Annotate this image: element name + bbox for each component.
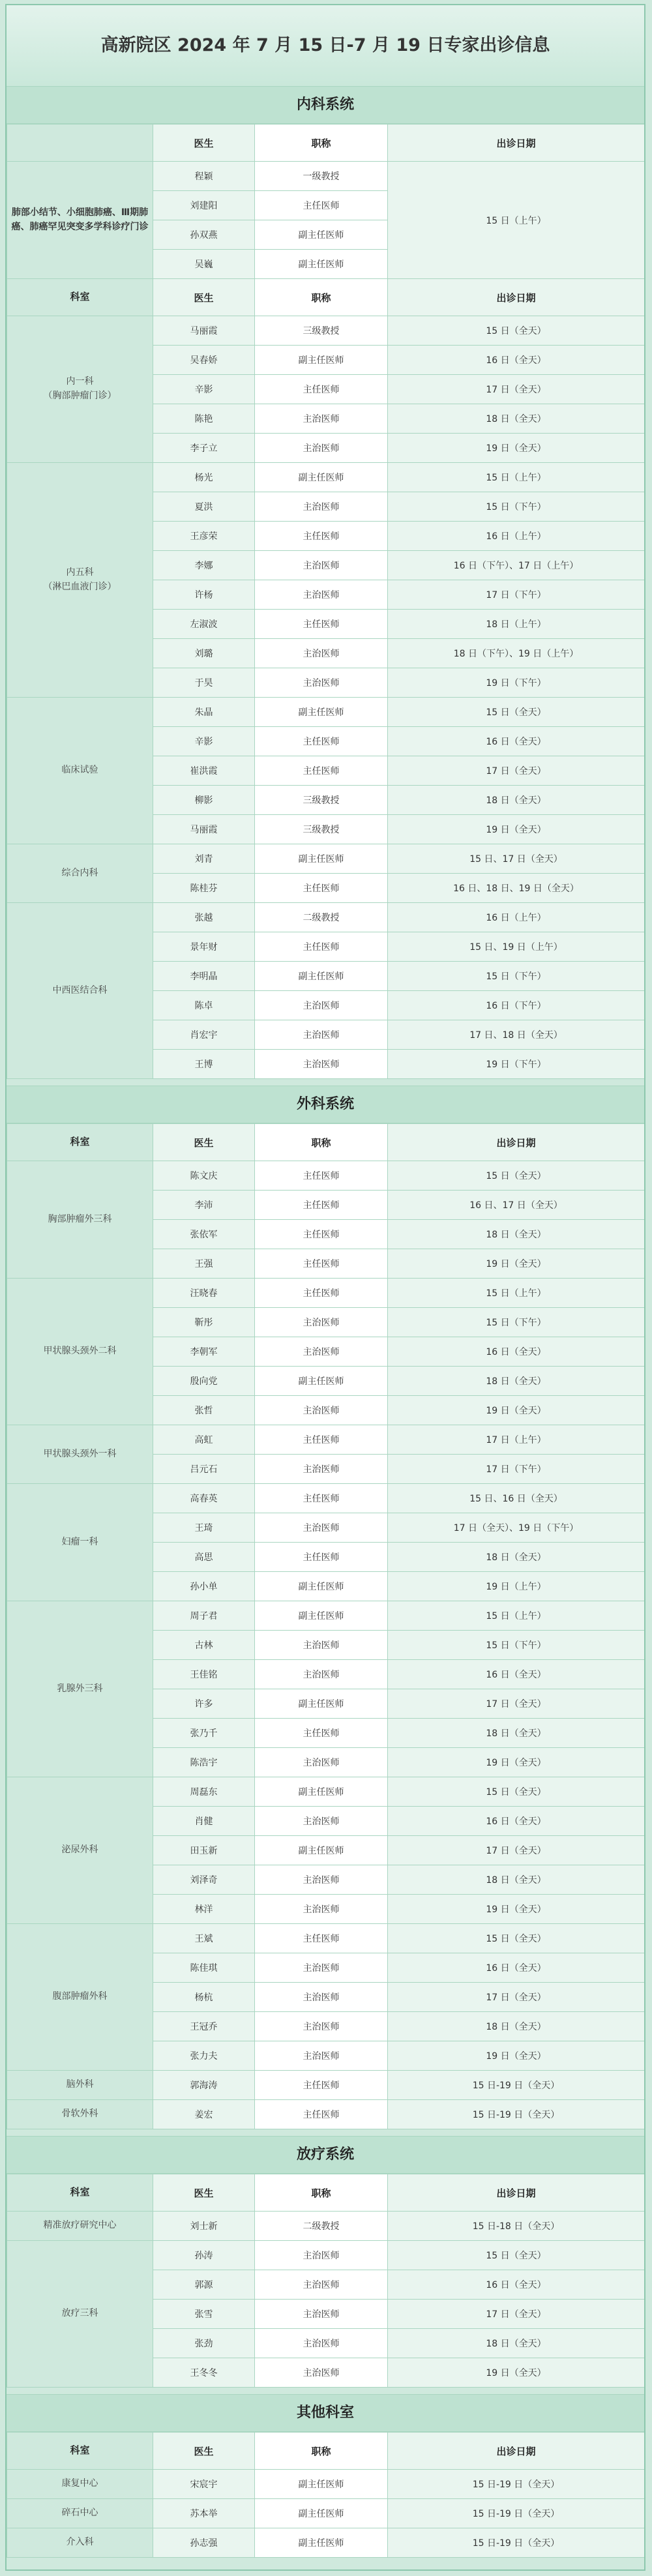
doctor-cell: 肖宏宇 xyxy=(153,1020,255,1050)
date-cell: 19 日（全天） xyxy=(388,1895,645,1924)
title-cell: 副主任医师 xyxy=(255,2470,388,2499)
department-cell: 甲状腺头颈外二科 xyxy=(7,1279,153,1425)
doctor-cell: 刘青 xyxy=(153,844,255,874)
title-cell: 三级教授 xyxy=(255,316,388,346)
title-cell: 主治医师 xyxy=(255,1308,388,1337)
doctor-cell: 陈文庆 xyxy=(153,1161,255,1191)
title-cell: 副主任医师 xyxy=(255,962,388,991)
title-cell: 副主任医师 xyxy=(255,698,388,727)
doctor-cell: 陈卓 xyxy=(153,991,255,1020)
doctor-cell: 刘士新 xyxy=(153,2212,255,2241)
doctor-cell: 张越 xyxy=(153,903,255,932)
department-cell: 内五科 （淋巴血液门诊） xyxy=(7,463,153,698)
date-cell: 15 日（全天） xyxy=(388,1161,645,1191)
doctor-cell: 刘建阳 xyxy=(153,191,255,220)
date-cell: 17 日（全天） xyxy=(388,2300,645,2329)
date-cell: 16 日（全天） xyxy=(388,1337,645,1367)
title-cell: 主治医师 xyxy=(255,991,388,1020)
header-date: 出诊日期 xyxy=(388,2174,645,2212)
doctor-cell: 靳彤 xyxy=(153,1308,255,1337)
title-cell: 主治医师 xyxy=(255,2329,388,2358)
date-cell: 19 日（全天） xyxy=(388,1748,645,1777)
date-cell: 17 日（全天） xyxy=(388,375,645,404)
title-cell: 主任医师 xyxy=(255,932,388,962)
department-cell: 放疗三科 xyxy=(7,2241,153,2388)
doctor-cell: 张乃千 xyxy=(153,1719,255,1748)
doctor-cell: 程颖 xyxy=(153,162,255,191)
title-cell: 主任医师 xyxy=(255,522,388,551)
title-cell: 主任医师 xyxy=(255,1543,388,1572)
doctor-cell: 柳影 xyxy=(153,786,255,815)
doctor-cell: 王强 xyxy=(153,1249,255,1279)
doctor-cell: 吴巍 xyxy=(153,250,255,279)
doctor-cell: 李明晶 xyxy=(153,962,255,991)
header-dept: 科室 xyxy=(7,2174,153,2212)
table-row xyxy=(7,2499,645,2528)
doctor-cell: 张依军 xyxy=(153,1220,255,1249)
doctor-cell: 马丽霞 xyxy=(153,316,255,346)
doctor-cell: 许杨 xyxy=(153,580,255,610)
doctor-cell: 刘璐 xyxy=(153,639,255,668)
title-cell: 一级教授 xyxy=(255,162,388,191)
department-cell: 腹部肿瘤外科 xyxy=(7,1924,153,2071)
title-cell: 主治医师 xyxy=(255,668,388,698)
title-cell: 副主任医师 xyxy=(255,250,388,279)
title-cell: 副主任医师 xyxy=(255,2528,388,2558)
date-cell: 18 日（全天） xyxy=(388,404,645,434)
department-cell: 中西医结合科 xyxy=(7,903,153,1079)
title-cell: 主任医师 xyxy=(255,1161,388,1191)
title-cell: 三级教授 xyxy=(255,786,388,815)
date-cell: 15 日（全天） xyxy=(388,1924,645,1953)
date-cell: 16 日（上午） xyxy=(388,903,645,932)
doctor-cell: 高春英 xyxy=(153,1484,255,1513)
table-row xyxy=(7,1484,645,1513)
date-cell: 19 日（全天） xyxy=(388,1249,645,1279)
header-title: 职称 xyxy=(255,279,388,316)
doctor-cell: 孙双燕 xyxy=(153,220,255,250)
header-doctor: 医生 xyxy=(153,125,255,162)
date-cell: 19 日（全天） xyxy=(388,2041,645,2071)
date-cell: 19 日（全天） xyxy=(388,2358,645,2388)
doctor-cell: 周磊东 xyxy=(153,1777,255,1807)
department-cell: 甲状腺头颈外一科 xyxy=(7,1425,153,1484)
date-cell: 17 日、18 日（全天） xyxy=(388,1020,645,1050)
title-cell: 主任医师 xyxy=(255,2071,388,2100)
header-title: 职称 xyxy=(255,125,388,162)
title-cell: 主任医师 xyxy=(255,1249,388,1279)
header-date: 出诊日期 xyxy=(388,1124,645,1161)
doctor-cell: 于昊 xyxy=(153,668,255,698)
date-cell: 16 日（全天） xyxy=(388,1660,645,1689)
date-cell: 15 日、17 日（全天） xyxy=(388,844,645,874)
doctor-cell: 高思 xyxy=(153,1543,255,1572)
date-cell: 19 日（下午） xyxy=(388,1050,645,1079)
doctor-cell: 王佳铭 xyxy=(153,1660,255,1689)
table-row xyxy=(7,903,645,932)
doctor-cell: 陈佳琪 xyxy=(153,1953,255,1983)
title-cell: 副主任医师 xyxy=(255,1777,388,1807)
schedule-table xyxy=(7,1123,645,2129)
title-cell: 副主任医师 xyxy=(255,346,388,375)
schedule-table xyxy=(7,2174,645,2388)
title-cell: 主治医师 xyxy=(255,2241,388,2270)
title-cell: 二级教授 xyxy=(255,2212,388,2241)
title-cell: 主治医师 xyxy=(255,1396,388,1425)
date-cell: 15 日（全天） xyxy=(388,2241,645,2270)
title-cell: 副主任医师 xyxy=(255,463,388,492)
date-cell: 18 日（上午） xyxy=(388,610,645,639)
date-cell: 18 日（全天） xyxy=(388,786,645,815)
header-title: 职称 xyxy=(255,1124,388,1161)
date-cell: 15 日（上午） xyxy=(388,463,645,492)
date-cell: 19 日（全天） xyxy=(388,434,645,463)
table-row xyxy=(7,463,645,492)
section-header: 外科系统 xyxy=(7,1086,644,1123)
doctor-cell: 田玉新 xyxy=(153,1836,255,1865)
doctor-cell: 宋宸宇 xyxy=(153,2470,255,2499)
date-cell: 16 日（上午） xyxy=(388,522,645,551)
doctor-cell: 张劲 xyxy=(153,2329,255,2358)
doctor-cell: 苏本举 xyxy=(153,2499,255,2528)
title-cell: 主治医师 xyxy=(255,492,388,522)
doctor-cell: 王冬冬 xyxy=(153,2358,255,2388)
doctor-cell: 汪晓春 xyxy=(153,1279,255,1308)
table-row xyxy=(7,2212,645,2241)
date-cell: 15 日（下午） xyxy=(388,962,645,991)
department-cell: 泌尿外科 xyxy=(7,1777,153,1924)
header-date: 出诊日期 xyxy=(388,279,645,316)
title-cell: 主任医师 xyxy=(255,375,388,404)
header-dept xyxy=(7,125,153,162)
date-cell: 16 日（下午）、17 日（上午） xyxy=(388,551,645,580)
date-cell: 16 日（全天） xyxy=(388,2270,645,2300)
title-cell: 主任医师 xyxy=(255,1484,388,1513)
title-cell: 主任医师 xyxy=(255,1425,388,1455)
title-cell: 主治医师 xyxy=(255,639,388,668)
header-dept: 科室 xyxy=(7,279,153,316)
department-cell: 骨软外科 xyxy=(7,2100,153,2129)
department-cell: 精准放疗研究中心 xyxy=(7,2212,153,2241)
doctor-cell: 陈浩宇 xyxy=(153,1748,255,1777)
doctor-cell: 王琦 xyxy=(153,1513,255,1543)
department-cell: 胸部肿瘤外三科 xyxy=(7,1161,153,1279)
doctor-cell: 杨杭 xyxy=(153,1983,255,2012)
title-cell: 主治医师 xyxy=(255,434,388,463)
date-cell: 16 日（全天） xyxy=(388,1953,645,1983)
doctor-cell: 李娜 xyxy=(153,551,255,580)
title-cell: 主任医师 xyxy=(255,1191,388,1220)
title-cell: 主治医师 xyxy=(255,1748,388,1777)
doctor-cell: 孙小单 xyxy=(153,1572,255,1601)
title-cell: 主任医师 xyxy=(255,727,388,756)
header-title: 职称 xyxy=(255,2433,388,2470)
title-cell: 副主任医师 xyxy=(255,1572,388,1601)
date-cell: 17 日（上午） xyxy=(388,1425,645,1455)
table-row xyxy=(7,2528,645,2558)
table-header-row xyxy=(7,1124,645,1161)
doctor-cell: 王冠乔 xyxy=(153,2012,255,2041)
doctor-cell: 杨光 xyxy=(153,463,255,492)
date-cell: 16 日（全天） xyxy=(388,1807,645,1836)
date-cell: 15 日（上午） xyxy=(388,1279,645,1308)
doctor-cell: 景年财 xyxy=(153,932,255,962)
table-row xyxy=(7,1279,645,1308)
title-cell: 主治医师 xyxy=(255,1455,388,1484)
title-cell: 主任医师 xyxy=(255,191,388,220)
doctor-cell: 许多 xyxy=(153,1689,255,1719)
date-cell: 19 日（全天） xyxy=(388,815,645,844)
table-row xyxy=(7,2241,645,2270)
header-date: 出诊日期 xyxy=(388,2433,645,2470)
date-cell: 19 日（下午） xyxy=(388,668,645,698)
doctor-cell: 王彦荣 xyxy=(153,522,255,551)
date-cell: 15 日-19 日（全天） xyxy=(388,2470,645,2499)
title-cell: 主任医师 xyxy=(255,2100,388,2129)
doctor-cell: 张哲 xyxy=(153,1396,255,1425)
title-cell: 主治医师 xyxy=(255,580,388,610)
table-row xyxy=(7,1425,645,1455)
section-gap xyxy=(7,2388,644,2394)
title-cell: 副主任医师 xyxy=(255,1367,388,1396)
schedule-table xyxy=(7,124,645,1079)
section-header: 其他科室 xyxy=(7,2394,644,2432)
title-cell: 副主任医师 xyxy=(255,1601,388,1631)
department-cell: 综合内科 xyxy=(7,844,153,903)
date-cell: 15 日-19 日（全天） xyxy=(388,2499,645,2528)
date-cell: 17 日（下午） xyxy=(388,580,645,610)
title-cell: 主治医师 xyxy=(255,1983,388,2012)
title-cell: 副主任医师 xyxy=(255,1836,388,1865)
table-header-row xyxy=(7,125,645,162)
department-cell: 妇瘤一科 xyxy=(7,1484,153,1601)
table-row xyxy=(7,1161,645,1191)
date-cell: 15 日（下午） xyxy=(388,492,645,522)
doctor-cell: 郭海涛 xyxy=(153,2071,255,2100)
table-row xyxy=(7,1777,645,1807)
title-cell: 主治医师 xyxy=(255,2041,388,2071)
header-doctor: 医生 xyxy=(153,279,255,316)
date-cell: 15 日（下午） xyxy=(388,1308,645,1337)
department-cell: 康复中心 xyxy=(7,2470,153,2499)
doctor-cell: 李朝军 xyxy=(153,1337,255,1367)
doctor-cell: 古林 xyxy=(153,1631,255,1660)
doctor-cell: 姜宏 xyxy=(153,2100,255,2129)
doctor-cell: 陈桂芬 xyxy=(153,874,255,903)
date-cell: 17 日（全天） xyxy=(388,1983,645,2012)
date-cell: 17 日（全天） xyxy=(388,1836,645,1865)
doctor-cell: 马丽霞 xyxy=(153,815,255,844)
header-title: 职称 xyxy=(255,2174,388,2212)
doctor-cell: 肖健 xyxy=(153,1807,255,1836)
title-cell: 二级教授 xyxy=(255,903,388,932)
date-cell: 15 日（上午） xyxy=(388,162,645,279)
doctor-cell: 郭源 xyxy=(153,2270,255,2300)
doctor-cell: 刘泽奇 xyxy=(153,1865,255,1895)
date-cell: 15 日、16 日（全天） xyxy=(388,1484,645,1513)
title-cell: 主治医师 xyxy=(255,1865,388,1895)
department-cell: 临床试验 xyxy=(7,698,153,844)
department-cell: 乳腺外三科 xyxy=(7,1601,153,1777)
table-row xyxy=(7,1924,645,1953)
date-cell: 18 日（全天） xyxy=(388,1719,645,1748)
date-cell: 18 日（下午）、19 日（上午） xyxy=(388,639,645,668)
doctor-cell: 高虹 xyxy=(153,1425,255,1455)
table-row xyxy=(7,1601,645,1631)
doctor-cell: 孙志强 xyxy=(153,2528,255,2558)
title-cell: 主任医师 xyxy=(255,1719,388,1748)
doctor-cell: 吴春娇 xyxy=(153,346,255,375)
title-cell: 主治医师 xyxy=(255,551,388,580)
date-cell: 15 日-19 日（全天） xyxy=(388,2528,645,2558)
date-cell: 18 日（全天） xyxy=(388,2329,645,2358)
title-cell: 主治医师 xyxy=(255,2358,388,2388)
table-header-row xyxy=(7,2433,645,2470)
date-cell: 19 日（上午） xyxy=(388,1572,645,1601)
title-cell: 主任医师 xyxy=(255,610,388,639)
title-cell: 主治医师 xyxy=(255,2270,388,2300)
date-cell: 18 日（全天） xyxy=(388,2012,645,2041)
department-cell: 脑外科 xyxy=(7,2071,153,2100)
title-cell: 主任医师 xyxy=(255,1279,388,1308)
date-cell: 18 日（全天） xyxy=(388,1543,645,1572)
date-cell: 15 日（全天） xyxy=(388,698,645,727)
header-doctor: 医生 xyxy=(153,2433,255,2470)
title-cell: 主治医师 xyxy=(255,1020,388,1050)
department-cell: 内一科 （胸部肿瘤门诊） xyxy=(7,316,153,463)
date-cell: 16 日、18 日、19 日（全天） xyxy=(388,874,645,903)
schedule-document xyxy=(5,4,645,2571)
doctor-cell: 陈艳 xyxy=(153,404,255,434)
doctor-cell: 朱晶 xyxy=(153,698,255,727)
title-cell: 主治医师 xyxy=(255,2300,388,2329)
table-row xyxy=(7,844,645,874)
section-gap xyxy=(7,2129,644,2136)
title-cell: 副主任医师 xyxy=(255,2499,388,2528)
doctor-cell: 李沛 xyxy=(153,1191,255,1220)
date-cell: 15 日-18 日（全天） xyxy=(388,2212,645,2241)
title-cell: 主治医师 xyxy=(255,1050,388,1079)
department-cell: 介入科 xyxy=(7,2528,153,2558)
date-cell: 15 日（全天） xyxy=(388,316,645,346)
doctor-cell: 孙涛 xyxy=(153,2241,255,2270)
title-cell: 三级教授 xyxy=(255,815,388,844)
schedule-content xyxy=(7,86,644,2558)
doctor-cell: 辛影 xyxy=(153,727,255,756)
section-header: 内科系统 xyxy=(7,86,644,124)
page-title: 高新院区 2024 年 7 月 15 日-7 月 19 日专家出诊信息 xyxy=(7,5,644,86)
table-header-row xyxy=(7,279,645,316)
date-cell: 18 日（全天） xyxy=(388,1367,645,1396)
doctor-cell: 王斌 xyxy=(153,1924,255,1953)
title-cell: 主治医师 xyxy=(255,1953,388,1983)
table-row xyxy=(7,162,645,191)
header-doctor: 医生 xyxy=(153,1124,255,1161)
table-row xyxy=(7,2071,645,2100)
doctor-cell: 李子立 xyxy=(153,434,255,463)
title-cell: 主治医师 xyxy=(255,1660,388,1689)
title-cell: 主任医师 xyxy=(255,1220,388,1249)
department-cell: 碎石中心 xyxy=(7,2499,153,2528)
title-cell: 主治医师 xyxy=(255,1895,388,1924)
doctor-cell: 王博 xyxy=(153,1050,255,1079)
date-cell: 19 日（全天） xyxy=(388,1396,645,1425)
date-cell: 16 日（全天） xyxy=(388,346,645,375)
table-row xyxy=(7,2100,645,2129)
title-cell: 主任医师 xyxy=(255,1924,388,1953)
date-cell: 15 日（下午） xyxy=(388,1631,645,1660)
title-cell: 主任医师 xyxy=(255,756,388,786)
title-cell: 主治医师 xyxy=(255,1807,388,1836)
table-row xyxy=(7,316,645,346)
date-cell: 18 日（全天） xyxy=(388,1865,645,1895)
date-cell: 15 日（上午） xyxy=(388,1601,645,1631)
date-cell: 15 日、19 日（上午） xyxy=(388,932,645,962)
header-dept: 科室 xyxy=(7,1124,153,1161)
doctor-cell: 夏洪 xyxy=(153,492,255,522)
date-cell: 15 日-19 日（全天） xyxy=(388,2100,645,2129)
department-cell: 肺部小结节、小细胞肺癌、Ⅲ期肺癌、肺癌罕见突变多学科诊疗门诊 xyxy=(7,162,153,279)
title-cell: 副主任医师 xyxy=(255,1689,388,1719)
doctor-cell: 左淑波 xyxy=(153,610,255,639)
title-cell: 副主任医师 xyxy=(255,220,388,250)
doctor-cell: 张雪 xyxy=(153,2300,255,2329)
date-cell: 15 日（全天） xyxy=(388,1777,645,1807)
date-cell: 17 日（全天） xyxy=(388,756,645,786)
doctor-cell: 周子君 xyxy=(153,1601,255,1631)
doctor-cell: 吕元石 xyxy=(153,1455,255,1484)
header-dept: 科室 xyxy=(7,2433,153,2470)
date-cell: 15 日-19 日（全天） xyxy=(388,2071,645,2100)
doctor-cell: 张力夫 xyxy=(153,2041,255,2071)
title-cell: 主治医师 xyxy=(255,404,388,434)
header-date: 出诊日期 xyxy=(388,125,645,162)
doctor-cell: 殷向党 xyxy=(153,1367,255,1396)
title-cell: 主任医师 xyxy=(255,874,388,903)
date-cell: 17 日（全天）、19 日（下午） xyxy=(388,1513,645,1543)
doctor-cell: 林洋 xyxy=(153,1895,255,1924)
schedule-table xyxy=(7,2432,645,2558)
doctor-cell: 辛影 xyxy=(153,375,255,404)
title-cell: 副主任医师 xyxy=(255,844,388,874)
date-cell: 17 日（下午） xyxy=(388,1455,645,1484)
title-cell: 主治医师 xyxy=(255,1513,388,1543)
table-row xyxy=(7,698,645,727)
date-cell: 16 日、17 日（全天） xyxy=(388,1191,645,1220)
table-header-row xyxy=(7,2174,645,2212)
doctor-cell: 崔洪霞 xyxy=(153,756,255,786)
date-cell: 17 日（全天） xyxy=(388,1689,645,1719)
section-header: 放疗系统 xyxy=(7,2136,644,2174)
header-doctor: 医生 xyxy=(153,2174,255,2212)
date-cell: 16 日（下午） xyxy=(388,991,645,1020)
section-gap xyxy=(7,1079,644,1086)
date-cell: 18 日（全天） xyxy=(388,1220,645,1249)
title-cell: 主治医师 xyxy=(255,1631,388,1660)
title-cell: 主治医师 xyxy=(255,2012,388,2041)
date-cell: 16 日（全天） xyxy=(388,727,645,756)
table-row xyxy=(7,2470,645,2499)
title-cell: 主治医师 xyxy=(255,1337,388,1367)
